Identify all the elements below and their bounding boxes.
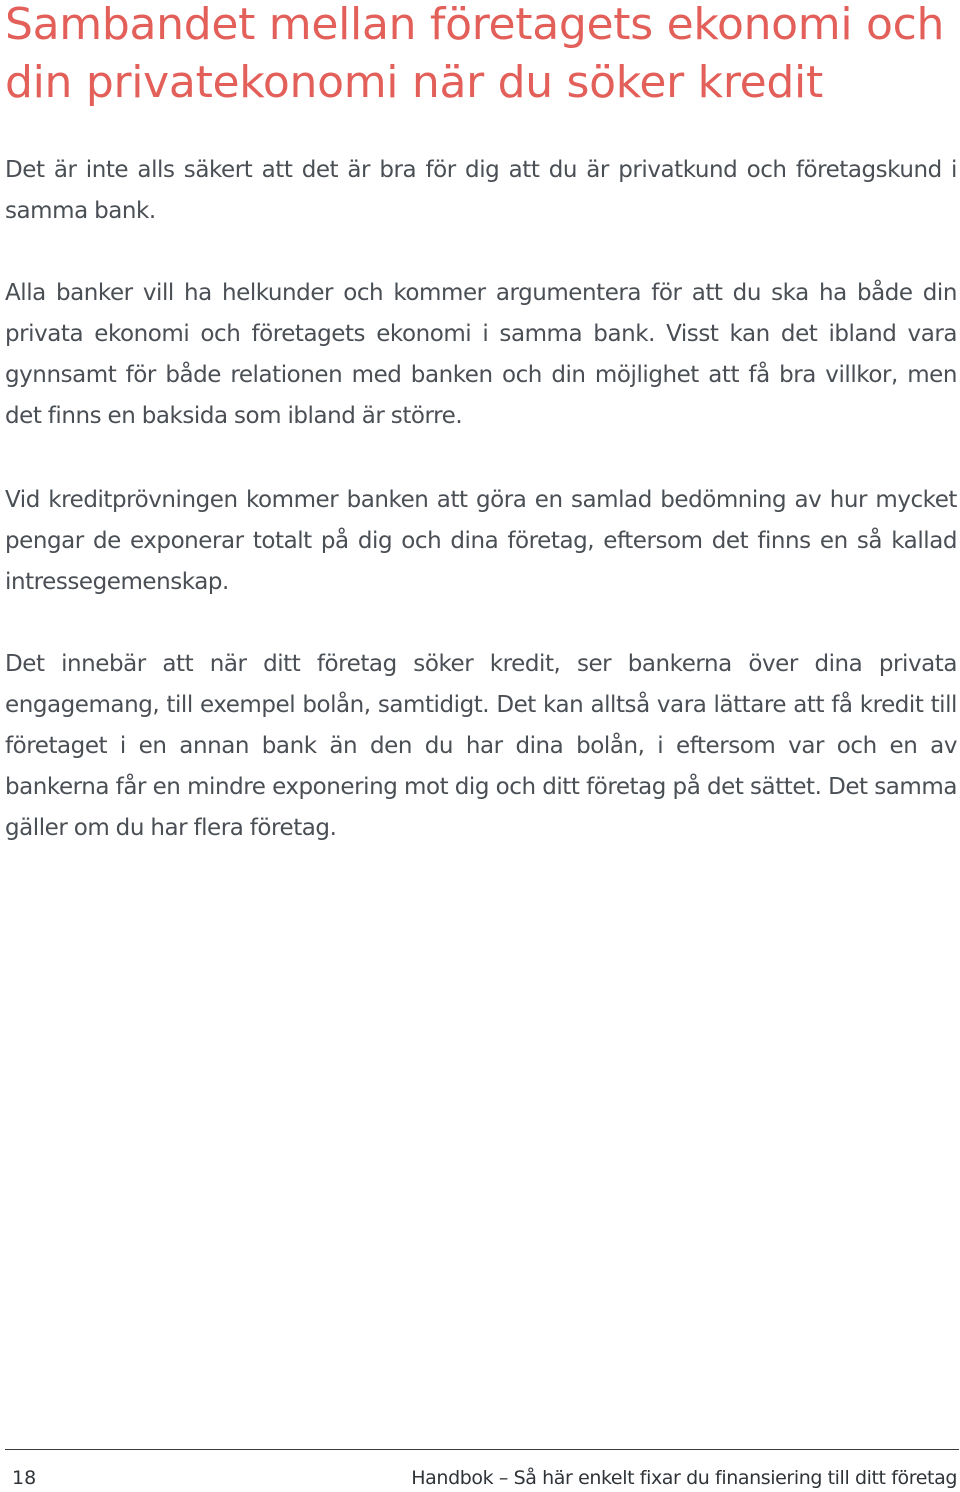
paragraph-credit-assessment: Vid kreditprövningen kommer banken att göra en samlad bedömning av hur mycket pengar de exponerar totalt på dig och dina företag, eftersom det finns en så kallad intressegemenskap. xyxy=(5,487,957,595)
paragraph-full-customers: Alla banker vill ha helkunder och kommer argumentera för att du ska ha både din privata ekonomi och företagets ekonomi i samma bank. Visst kan det ibland vara gynnsamt för både relationen med banken och din möjlighet att få bra villkor, men det finns en baksida som ibland är större. xyxy=(5,280,957,429)
page-title: Sambandet mellan företagets ekonomi och din privatekonomi när du söker kredit xyxy=(5,0,945,108)
paragraph-intro: Det är inte alls säkert att det är bra för dig att du är privatkund och företagskund i samma bank. xyxy=(5,157,957,224)
page-number: 18 xyxy=(12,1467,37,1489)
footer-divider xyxy=(5,1449,959,1450)
footer-publication-title: Handbok – Så här enkelt fixar du finansiering till ditt företag xyxy=(411,1467,957,1489)
paragraph-private-engagements: Det innebär att när ditt företag söker kredit, ser bankerna över dina privata engagemang, till exempel bolån, samtidigt. Det kan alltså vara lättare att få kredit till företaget i en annan bank än den du har dina bolån, i eftersom var och en av bankerna får en mindre exponering mot dig och ditt företag på det sättet. Det samma gäller om du har flera företag. xyxy=(5,651,957,841)
